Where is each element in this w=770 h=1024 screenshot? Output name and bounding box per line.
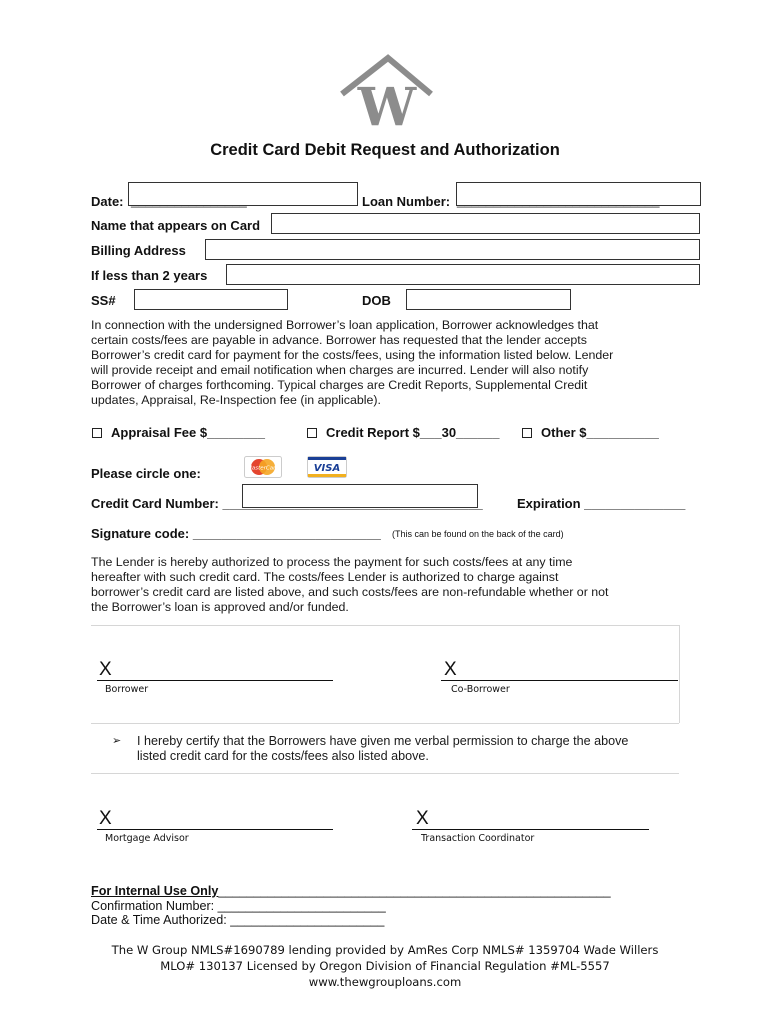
other-charge-checkbox[interactable] — [522, 428, 532, 438]
card-number-field[interactable] — [242, 484, 478, 508]
co-borrower-signature-line[interactable] — [441, 680, 678, 681]
transaction-coordinator-signature-line[interactable] — [412, 829, 649, 830]
mortgage-advisor-signature-line[interactable] — [97, 829, 333, 830]
footer-licensing — [0, 942, 770, 990]
intro-line: Borrower of charges forthcoming. Typical charges are Credit Reports, Supplemental Credit — [91, 378, 588, 392]
internal-use-heading-line: ________________________________________________________ — [218, 884, 611, 898]
svg-text:W: W — [357, 77, 417, 132]
visa-logo[interactable] — [307, 456, 347, 478]
date-field[interactable] — [128, 182, 358, 206]
intro-paragraph — [91, 318, 691, 408]
intro-line: In connection with the undersigned Borrower’s loan application, Borrower acknowledges that — [91, 318, 599, 332]
certify-line: listed credit card for the costs/fees also listed above. — [137, 749, 429, 763]
billing-address-label: Billing Address — [91, 243, 186, 258]
credit-report-option[interactable] — [307, 425, 499, 440]
transaction-coordinator-signature-x: X — [416, 808, 429, 829]
internal-use-heading: For Internal Use Only — [91, 884, 219, 898]
appraisal-fee-option[interactable] — [92, 425, 265, 440]
intro-line: certain costs/fees are payable in advance. Borrower has requested that the lender accepts — [91, 333, 587, 347]
credit-report-label: Credit Report $___30______ — [326, 425, 500, 440]
name-on-card-label: Name that appears on Card — [91, 218, 261, 233]
authorization-line: the Borrower’s loan is approved and/or funded. — [91, 600, 349, 614]
other-charge-option[interactable] — [522, 425, 659, 440]
authorization-line: borrower’s credit card are listed above, and such costs/fees are non-refundable whether or not — [91, 585, 609, 599]
authorization-line: hereafter with such credit card. The costs/fees Lender is authorized to charge against — [91, 570, 559, 584]
loan-number-underline: ____________________________ — [457, 193, 660, 208]
footer-website-link[interactable]: www.thewgrouploans.com — [308, 975, 462, 989]
ssn-field[interactable] — [134, 289, 288, 310]
ssn-label: SS# — [91, 293, 116, 308]
mortgage-advisor-caption: Mortgage Advisor — [105, 833, 189, 844]
visa-icon — [307, 456, 347, 478]
borrower-caption: Borrower — [105, 684, 149, 695]
confirmation-number-field[interactable]: Confirmation Number: ________________________ — [91, 898, 386, 913]
co-borrower-caption: Co-Borrower — [451, 684, 510, 695]
mastercard-icon — [244, 456, 282, 478]
certify-statement — [112, 734, 692, 764]
intro-line: will provide receipt and email notification when charges are incurred. Lender will also notify — [91, 363, 589, 377]
mastercard-logo[interactable] — [244, 456, 282, 478]
other-charge-label: Other $__________ — [541, 425, 659, 440]
mortgage-advisor-signature-x: X — [99, 808, 112, 829]
signature-code-note: (This can be found on the back of the card) — [392, 529, 564, 539]
divider — [91, 723, 679, 724]
appraisal-fee-label: Appraisal Fee $________ — [111, 425, 265, 440]
card-number-label: Credit Card Number: ____________________________________ — [91, 496, 483, 511]
dob-label: DOB — [362, 293, 391, 308]
authorization-paragraph — [91, 555, 691, 615]
signature-code-label: Signature code: __________________________ — [91, 526, 381, 541]
appraisal-fee-checkbox[interactable] — [92, 428, 102, 438]
divider — [679, 625, 680, 723]
credit-report-checkbox[interactable] — [307, 428, 317, 438]
company-logo — [336, 52, 436, 132]
circle-one-label: Please circle one: — [91, 466, 201, 481]
footer-line: MLO# 130137 Licensed by Oregon Division of Financial Regulation #ML-5557 — [160, 959, 610, 973]
billing-address-field[interactable] — [205, 239, 700, 260]
prior-address-label: If less than 2 years — [91, 268, 208, 283]
dob-field[interactable] — [406, 289, 571, 310]
co-borrower-signature-x: X — [444, 659, 457, 680]
expiration-label: Expiration ______________ — [517, 496, 686, 511]
borrower-signature-x: X — [99, 659, 112, 680]
footer-line: The W Group NMLS#1690789 lending provided by AmRes Corp NMLS# 1359704 Wade Willers — [111, 943, 659, 957]
borrower-signature-line[interactable] — [97, 680, 333, 681]
intro-line: updates, Appraisal, Re-Inspection fee (in applicable). — [91, 393, 381, 407]
loan-number-label: Loan Number: — [362, 194, 451, 209]
transaction-coordinator-caption: Transaction Coordinator — [421, 833, 535, 844]
name-on-card-field[interactable] — [271, 213, 700, 234]
loan-number-field[interactable] — [456, 182, 701, 206]
arrow-bullet-icon: ➢ — [112, 735, 122, 747]
certify-line: I hereby certify that the Borrowers have given me verbal permission to charge the above — [137, 734, 629, 748]
svg-text:MasterCard: MasterCard — [247, 465, 279, 472]
authorization-line: The Lender is hereby authorized to process the payment for such costs/fees at any time — [91, 555, 573, 569]
divider — [91, 625, 679, 626]
svg-text:VISA: VISA — [313, 463, 341, 474]
prior-address-field[interactable] — [226, 264, 700, 285]
intro-line: Borrower’s credit card for payment for the costs/fees, using the information listed below. Lender — [91, 348, 614, 362]
internal-use-section — [91, 884, 611, 928]
divider — [91, 773, 679, 774]
date-label: Date: — [91, 194, 124, 209]
date-time-authorized-field[interactable]: Date & Time Authorized: ______________________ — [91, 913, 385, 927]
page-title: Credit Card Debit Request and Authorization — [210, 141, 560, 159]
house-roof-icon — [336, 52, 436, 132]
date-underline: ________________ — [131, 193, 247, 208]
